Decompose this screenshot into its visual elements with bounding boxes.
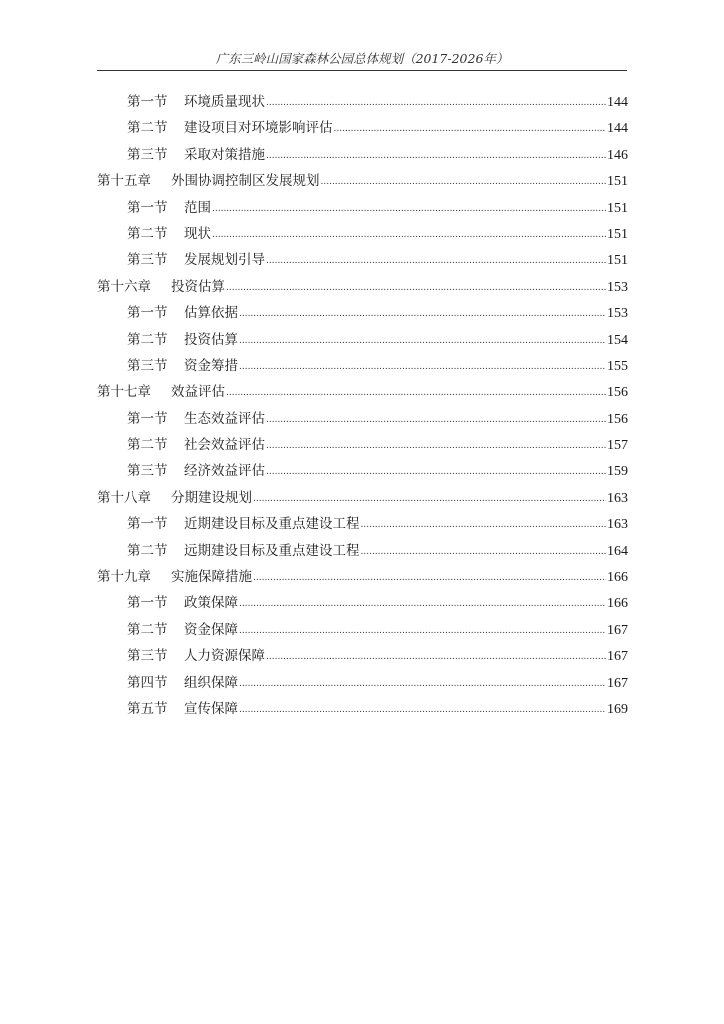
toc-dot-leader — [266, 248, 606, 274]
toc-entry-number: 第三节 — [127, 463, 168, 480]
toc-entry-title: 分期建设规划 — [171, 489, 252, 506]
toc-entry-title: 生态效益评估 — [184, 410, 265, 427]
toc-entry-title: 实施保障措施 — [171, 569, 252, 586]
toc-entry-page-number: 166 — [607, 570, 628, 586]
toc-dot-leader — [361, 512, 607, 538]
toc-entry-page-number: 151 — [607, 174, 628, 190]
toc-section-entry[interactable] — [97, 300, 628, 326]
toc-entry-page-number: 144 — [607, 121, 628, 137]
toc-section-entry[interactable] — [97, 696, 628, 722]
toc-chapter-entry[interactable] — [97, 274, 628, 300]
toc-dot-leader — [239, 301, 606, 327]
toc-dot-leader — [239, 354, 606, 380]
toc-dot-leader — [266, 644, 606, 670]
toc-section-entry[interactable] — [97, 221, 628, 247]
toc-entry-title: 资金保障 — [184, 621, 238, 638]
toc-entry-title: 估算依据 — [184, 305, 238, 322]
toc-entry-page-number: 167 — [607, 649, 628, 665]
toc-entry-number: 第一节 — [127, 410, 168, 427]
toc-dot-leader — [239, 618, 606, 644]
toc-dot-leader — [266, 90, 606, 116]
toc-entry-number: 第二节 — [127, 225, 168, 242]
toc-chapter-entry[interactable] — [97, 168, 628, 194]
toc-dot-leader — [266, 459, 606, 485]
toc-entry-number: 第一节 — [127, 199, 168, 216]
toc-section-entry[interactable] — [97, 142, 628, 168]
toc-entry-page-number: 167 — [607, 675, 628, 691]
toc-entry-number: 第一节 — [127, 305, 168, 322]
toc-entry-page-number: 151 — [607, 200, 628, 216]
toc-entry-number: 第三节 — [127, 146, 168, 163]
toc-dot-leader — [239, 328, 606, 354]
toc-entry-title: 现状 — [184, 225, 211, 242]
toc-section-entry[interactable] — [97, 327, 628, 353]
toc-dot-leader — [253, 486, 606, 512]
toc-entry-number: 第三节 — [127, 252, 168, 269]
toc-entry-page-number: 146 — [607, 147, 628, 163]
toc-dot-leader — [212, 222, 606, 248]
toc-entry-number: 第一节 — [127, 94, 168, 110]
toc-entry-page-number: 151 — [607, 253, 628, 269]
toc-entry-page-number: 153 — [607, 279, 628, 295]
toc-entry-number: 第十九章 — [97, 569, 151, 586]
toc-entry-number: 第三节 — [127, 648, 168, 665]
toc-entry-page-number: 155 — [607, 358, 628, 374]
toc-dot-leader — [253, 565, 606, 591]
toc-entry-number: 第三节 — [127, 357, 168, 374]
toc-entry-title: 组织保障 — [184, 674, 238, 691]
toc-section-entry[interactable] — [97, 115, 628, 141]
toc-entry-title: 发展规划引导 — [184, 252, 265, 269]
toc-dot-leader — [239, 697, 606, 723]
toc-entry-title: 远期建设目标及重点建设工程 — [184, 542, 360, 559]
toc-entry-page-number: 154 — [607, 332, 628, 348]
toc-entry-title: 人力资源保障 — [184, 648, 265, 665]
toc-entry-number: 第十八章 — [97, 489, 151, 506]
toc-section-entry[interactable] — [97, 617, 628, 643]
toc-entry-page-number: 157 — [607, 438, 628, 454]
toc-entry-page-number: 166 — [607, 596, 628, 612]
toc-entry-title: 建设项目对环境影响评估 — [184, 120, 333, 137]
toc-section-entry[interactable] — [97, 643, 628, 669]
toc-entry-title: 效益评估 — [171, 384, 225, 401]
toc-entry-number: 第四节 — [127, 674, 168, 691]
toc-dot-leader — [239, 671, 606, 697]
toc-entry-number: 第二节 — [127, 542, 168, 559]
toc-dot-leader — [212, 196, 606, 222]
toc-dot-leader — [226, 275, 606, 301]
toc-entry-title: 资金筹措 — [184, 357, 238, 374]
toc-entry-page-number: 167 — [607, 622, 628, 638]
toc-entry-page-number: 159 — [607, 464, 628, 480]
page-header — [97, 50, 627, 71]
toc-dot-leader — [334, 116, 607, 142]
toc-section-entry[interactable] — [97, 89, 628, 115]
toc-entry-page-number: 164 — [607, 543, 628, 559]
toc-dot-leader — [266, 407, 606, 433]
toc-section-entry[interactable] — [97, 538, 628, 564]
toc-dot-leader — [321, 169, 607, 195]
toc-entry-number: 第十五章 — [97, 173, 151, 190]
toc-entry-number: 第十六章 — [97, 278, 151, 295]
toc-section-entry[interactable] — [97, 247, 628, 273]
toc-section-entry[interactable] — [97, 590, 628, 616]
header-title: 广东三岭山国家森林公园总体规划（2017-2026年） — [215, 51, 509, 66]
toc-entry-title: 投资估算 — [171, 278, 225, 295]
toc-entry-number: 第十七章 — [97, 384, 151, 401]
toc-entry-page-number: 163 — [607, 517, 628, 533]
toc-entry-title: 近期建设目标及重点建设工程 — [184, 516, 360, 533]
toc-entry-title: 投资估算 — [184, 331, 238, 348]
toc-dot-leader — [266, 143, 606, 169]
toc-entry-page-number: 156 — [607, 385, 628, 401]
toc-entry-title: 政策保障 — [184, 595, 238, 612]
toc-section-entry[interactable] — [97, 432, 628, 458]
toc-section-entry[interactable] — [97, 195, 628, 221]
toc-chapter-entry[interactable] — [97, 379, 628, 405]
toc-entry-number: 第二节 — [127, 120, 168, 137]
toc-entry-page-number: 151 — [607, 226, 628, 242]
toc-entry-page-number: 163 — [607, 490, 628, 506]
toc-section-entry[interactable] — [97, 458, 628, 484]
toc-entry-number: 第二节 — [127, 437, 168, 454]
toc-section-entry[interactable] — [97, 353, 628, 379]
toc-section-entry[interactable] — [97, 406, 628, 432]
toc-entry-page-number: 144 — [607, 95, 628, 110]
toc-entry-title: 采取对策措施 — [184, 146, 265, 163]
toc-chapter-entry[interactable] — [97, 564, 628, 590]
toc-dot-leader — [361, 539, 607, 565]
toc-entry-page-number: 156 — [607, 411, 628, 427]
toc-entry-page-number: 153 — [607, 306, 628, 322]
toc-section-entry[interactable] — [97, 511, 628, 537]
toc-entry-number: 第二节 — [127, 331, 168, 348]
toc-entry-number: 第一节 — [127, 516, 168, 533]
table-of-contents — [97, 89, 628, 722]
toc-entry-title: 社会效益评估 — [184, 437, 265, 454]
toc-entry-number: 第一节 — [127, 595, 168, 612]
toc-section-entry[interactable] — [97, 670, 628, 696]
toc-dot-leader — [226, 380, 606, 406]
toc-entry-title: 范围 — [184, 199, 211, 216]
toc-dot-leader — [239, 591, 606, 617]
toc-entry-number: 第五节 — [127, 700, 168, 717]
toc-dot-leader — [266, 433, 606, 459]
toc-entry-title: 经济效益评估 — [184, 463, 265, 480]
toc-chapter-entry[interactable] — [97, 485, 628, 511]
toc-entry-number: 第二节 — [127, 621, 168, 638]
toc-entry-title: 外围协调控制区发展规划 — [171, 173, 320, 190]
toc-entry-title: 宣传保障 — [184, 700, 238, 717]
toc-entry-title: 环境质量现状 — [184, 94, 265, 110]
toc-entry-page-number: 169 — [607, 701, 628, 717]
